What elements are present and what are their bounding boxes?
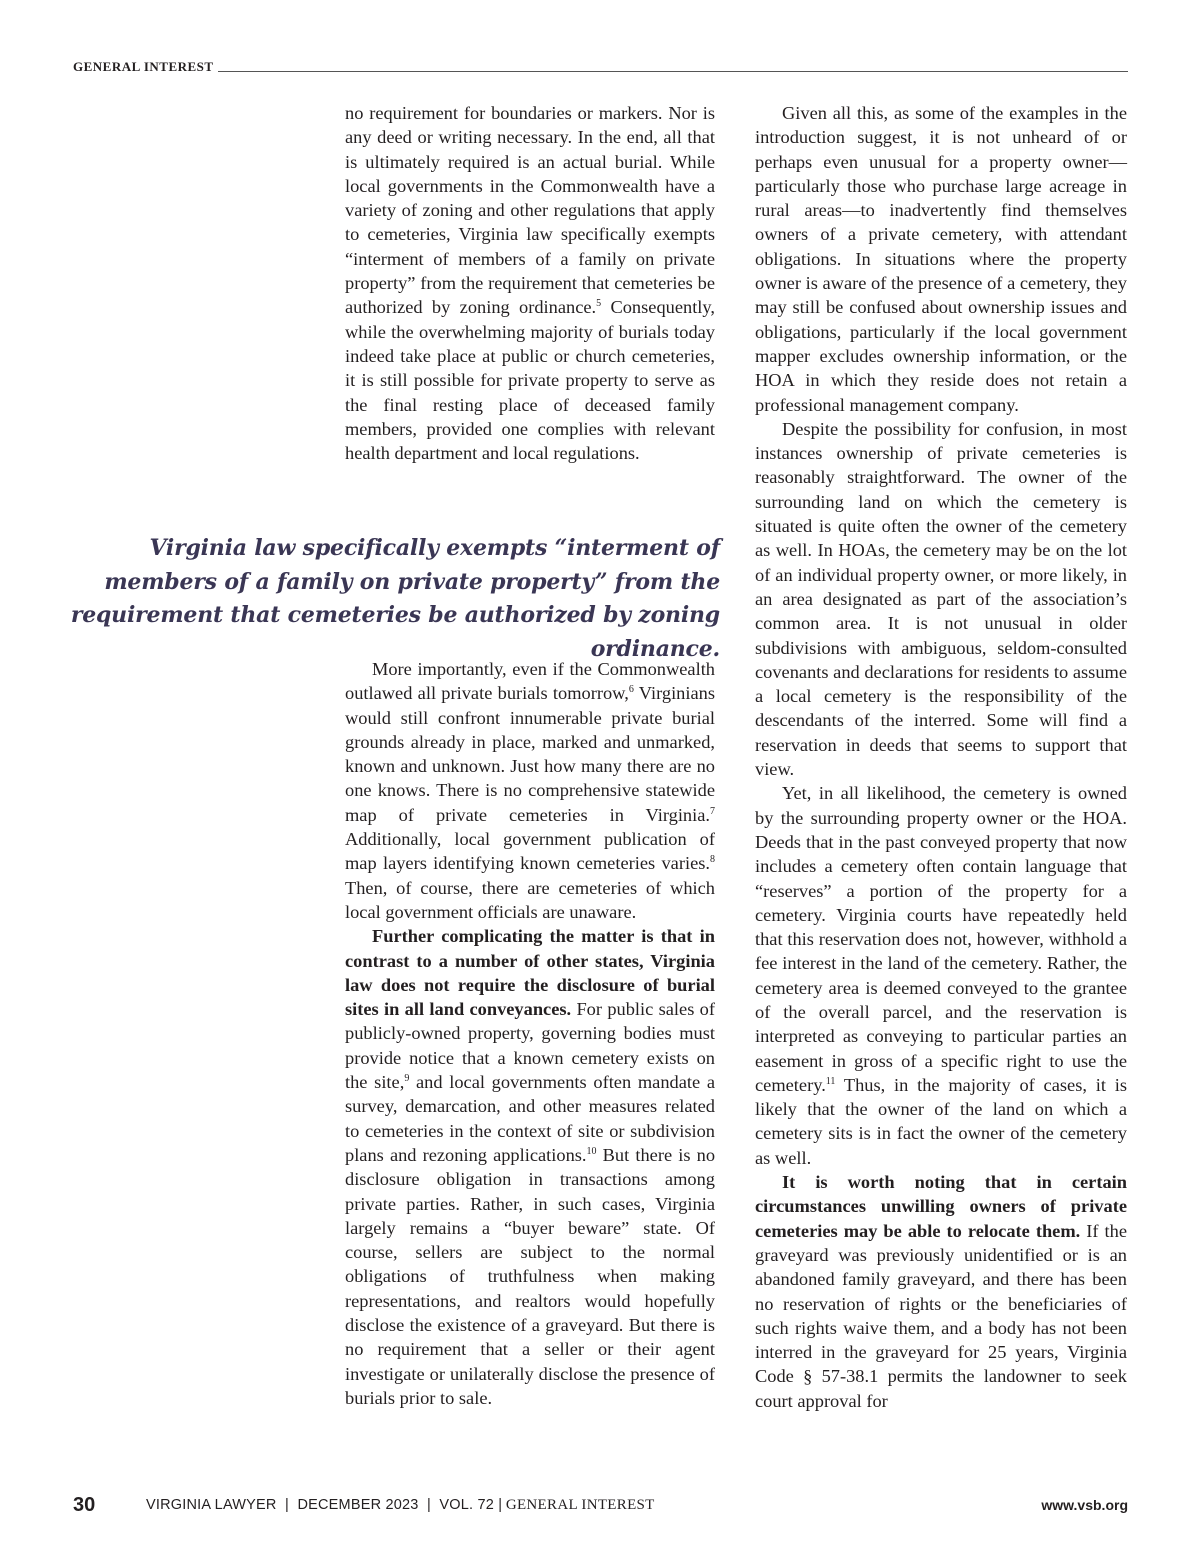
footnote-ref: 5 [596,298,602,310]
lead-in-bold: Further complicating the matter is that in contrast to a number of other states, Virginia law does not require the disclosure of burial sites in all land conveyances. [345,926,715,1020]
page-number: 30 [73,1494,96,1516]
body-paragraph: Given all this, as some of the examples in the introduction suggest, it is not unheard of or perhaps even unusual for a property owner—particularly those who purchase large acreage in rural areas—to inadvertently find themselves owners of a private cemetery, with attendant obligations. In situations where the property owner is aware of the presence of a cemetery, they may still be confused about ownership issues and obligations, particularly if the local government mapper excludes ownership information, or the HOA in which they reside does not retain a professional management company. [755,103,1127,415]
footnote-ref: 9 [404,1073,410,1085]
pull-quote: Virginia law specifically exempts “interment of members of a family on private property” from the requirement that cemeteries be authorized by zoning ordinance. [70,535,720,662]
column-right [755,101,1127,1413]
body-paragraph: It is worth noting that in certain circumstances unwilling owners of private cemeteries may be able to relocate them. If the graveyard was previously unidentified or is an abandoned family graveyard, and there has been no reservation of rights or the beneficiaries of such rights waive them, and a body has not been interred in the graveyard for 25 years, Virginia Code § 57-38.1 permits the landowner to seek court approval for [755,1172,1127,1411]
lead-in-bold: It is worth noting that in certain circumstances unwilling owners of private cemeteries may be able to relocate them. [755,1172,1127,1241]
body-paragraph: no requirement for boundaries or markers. Nor is any deed or writing necessary. In the end, all that is ultimately required is an actual burial. While local governments in the Commonwealth have a variety of zoning and other regulations that apply to cemeteries, Virginia law specifically exempts “interment of members of a family on private property” from the requirement that cemeteries be authorized by zoning ordinance.$^5$ Consequently, while the overwhelming majority of burials today indeed take place at public or church cemeteries, it is still possible for private property to serve as the final resting place of deceased family members, provided one complies with relevant health department and local regulations. [345,103,716,464]
column-left-bottom [345,657,715,1410]
column-left-top [345,101,715,465]
header-rule [73,71,1128,72]
page-footer [73,1494,1128,1520]
footnote-ref: 11 [825,1075,836,1087]
footnote-ref: 7 [710,805,715,817]
footer-section: GENERAL INTEREST [505,1497,655,1513]
section-label: GENERAL INTEREST [73,59,218,75]
footnote-ref: 10 [586,1145,597,1157]
body-paragraph: Despite the possibility for confusion, in most instances ownership of private cemeteries is reasonably straightforward. The owner of the surrounding land on which the cemetery is situated is quite often the owner of the cemetery as well. In HOAs, the cemetery may be on the lot of an individual property owner, or more likely, in an area designated as part of the association’s common area. It is not unusual in older subdivisions with ambiguous, seldom-consulted covenants and declarations for residents to assume a local cemetery is the responsibility of the descendants of the interred. Some will find a reservation in deeds that seems to support that view. [755,418,1127,780]
publication-info: VIRGINIA LAWYER | DECEMBER 2023 | VOL. 72 | [146,1497,503,1513]
footnote-ref: 6 [628,684,634,696]
body-paragraph: Yet, in all likelihood, the cemetery is owned by the surrounding property owner or the HOA. Deeds that in the past conveyed property that now includes a cemetery often contain language that “reserves” a portion of the property for a cemetery. Virginia courts have repeatedly held that this reservation does not, however, withhold a fee interest in the land of the cemetery. Rather, the cemetery area is deemed conveyed to the grantee of the overall parcel, and the reservation is interpreted as conveying to particular parties an easement in gross of a specific right to use the cemetery.$^{11}$ Thus, in the majority of cases, it is likely that the owner of the land on which a cemetery sits is in fact the owner of the cemetery as well. [755,783,1127,1168]
footer-publication [146,1497,655,1514]
body-paragraph: Further complicating the matter is that in contrast to a number of other states, Virginia law does not require the disclosure of burial sites in all land conveyances. For public sales of publicly-owned property, governing bodies must provide notice that a known cemetery exists on the site,$^9$ and local governments often mandate a survey, demarcation, and other measures related to cemeteries in the context of site or subdivision plans and rezoning applications.$^{10}$ But there is no disclosure obligation in transactions among private parties. Rather, in such cases, Virginia largely remains a “buyer beware” state. Of course, sellers are subject to the normal obligations of truthfulness when making representations, and realtors would hopefully disclose the existence of a graveyard. But there is no requirement that a seller or their agent investigate or unilaterally disclose the presence of burials prior to sale. [345,926,716,1408]
body-paragraph: More importantly, even if the Commonwealth outlawed all private burials tomorrow,$^6$ Virginians would still confront innumerable private burial grounds already in place, marked and unmarked, known and unknown. Just how many there are no one knows. There is no comprehensive statewide map of private cemeteries in Virginia.$^7$ Additionally, local government publication of map layers identifying known cemeteries varies.$^8$ Then, of course, there are cemeteries of which local government officials are unaware. [345,659,716,922]
page-header [73,59,1128,75]
footnote-ref: 8 [710,854,715,866]
website-link[interactable]: www.vsb.org [1041,1497,1128,1513]
